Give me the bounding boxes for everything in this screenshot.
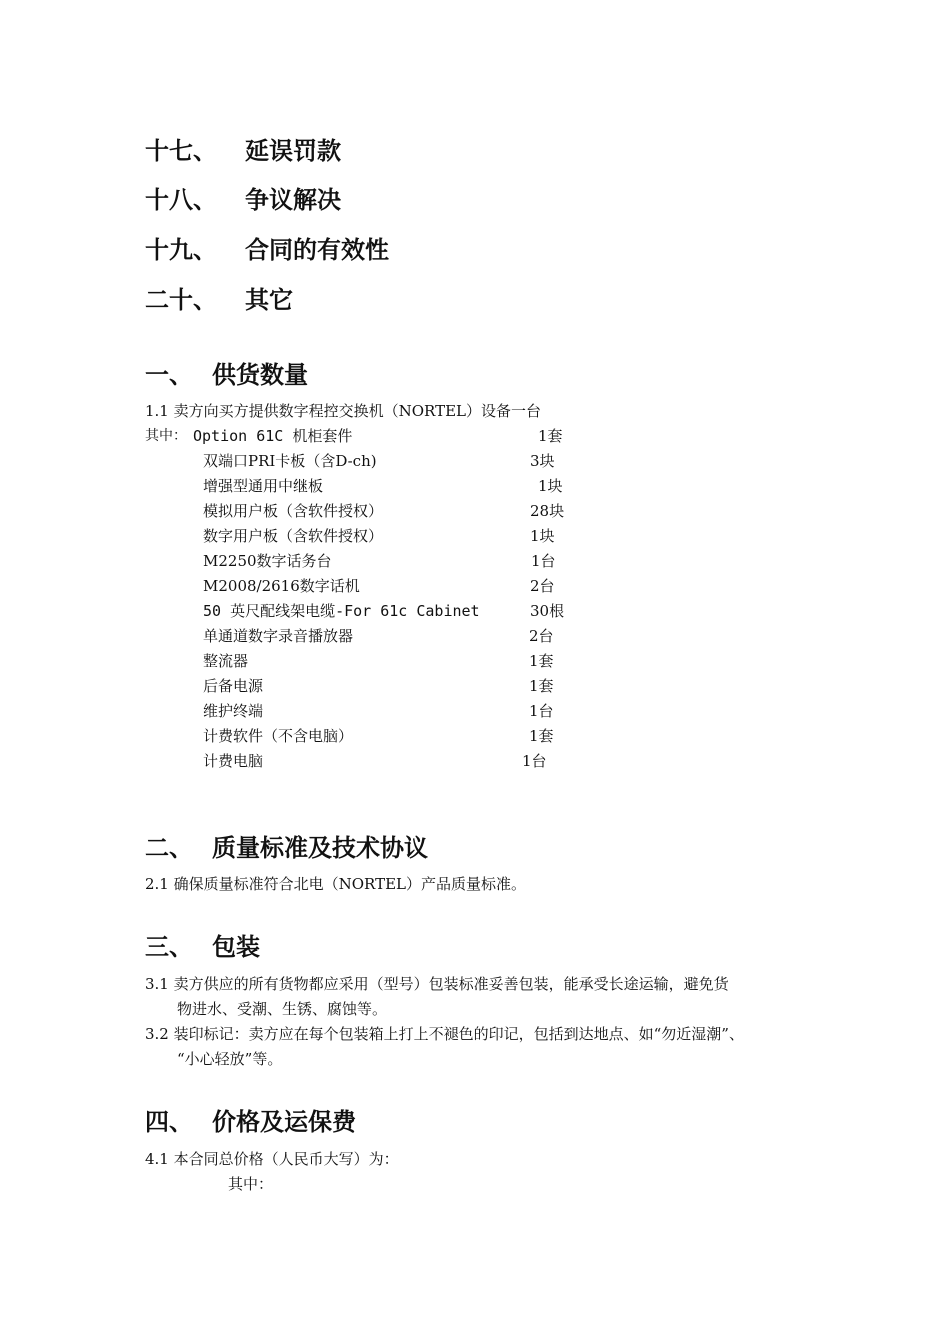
toc-item-17 <box>145 136 341 166</box>
toc-title: 其它 <box>245 285 293 314</box>
item-name: 数字用户板（含软件授权） <box>203 527 384 545</box>
toc-number: 十八、 <box>145 185 217 214</box>
item-name: Option 61C 机柜套件 <box>193 427 353 445</box>
packaging-paragraph-2-line-1: 3.2 装印标记：卖方应在每个包装箱上打上不褪色的印记，包括到达地点、如“勿近湿潮”、 <box>145 1025 744 1043</box>
toc-title: 合同的有效性 <box>245 235 389 264</box>
item-name: 单通道数字录音播放器 <box>203 627 354 645</box>
item-name: 后备电源 <box>203 677 264 695</box>
packaging-paragraph-2-line-2: “小心轻放”等。 <box>177 1050 283 1068</box>
toc-number: 十九、 <box>145 235 217 264</box>
item-qty: 1台 <box>529 702 554 720</box>
item-qty: 1台 <box>531 552 556 570</box>
toc-item-19 <box>145 235 389 265</box>
section-title: 供货数量 <box>212 360 308 389</box>
item-qty: 3块 <box>530 452 555 470</box>
item-qty: 1套 <box>529 727 554 745</box>
item-qty: 1台 <box>522 752 547 770</box>
packaging-paragraph-1-line-2: 物进水、受潮、生锈、腐蚀等。 <box>177 1000 388 1018</box>
item-qty: 1套 <box>538 427 563 445</box>
item-name: 模拟用户板（含软件授权） <box>203 502 384 520</box>
section-heading-supply <box>145 360 308 390</box>
toc-number: 十七、 <box>145 136 217 165</box>
item-qty: 30根 <box>530 602 565 620</box>
item-name: 整流器 <box>203 652 249 670</box>
item-name: 计费电脑 <box>203 752 264 770</box>
item-qty: 1套 <box>529 652 554 670</box>
section-title: 包装 <box>212 932 260 961</box>
price-breakdown-label: 其中： <box>228 1175 274 1193</box>
section-number: 四、 <box>145 1107 193 1136</box>
toc-item-18 <box>145 185 341 215</box>
price-total-line: 4.1 本合同总价格（人民币大写）为： <box>145 1150 399 1168</box>
item-name: 增强型通用中继板 <box>203 477 324 495</box>
item-name: 50 英尺配线架电缆-For 61c Cabinet <box>203 602 480 620</box>
item-qty: 2台 <box>529 627 554 645</box>
section-number: 二、 <box>145 833 193 862</box>
toc-number: 二十、 <box>145 285 217 314</box>
item-qty: 2台 <box>530 577 555 595</box>
toc-item-20 <box>145 285 293 315</box>
item-name: M2250数字话务台 <box>203 552 332 570</box>
item-name: 计费软件（不含电脑） <box>203 727 354 745</box>
toc-title: 争议解决 <box>245 185 341 214</box>
item-qty: 1块 <box>538 477 563 495</box>
toc-title: 延误罚款 <box>245 136 341 165</box>
section-heading-quality <box>145 833 428 863</box>
section-heading-packaging <box>145 932 260 962</box>
quality-text: 2.1 确保质量标准符合北电（NORTEL）产品质量标准。 <box>145 875 526 893</box>
item-qty: 28块 <box>530 502 565 520</box>
item-qty: 1块 <box>530 527 555 545</box>
item-qty: 1套 <box>529 677 554 695</box>
section-number: 三、 <box>145 932 193 961</box>
packaging-paragraph-1-line-1: 3.1 卖方供应的所有货物都应采用（型号）包装标准妥善包装，能承受长途运输，避免货 <box>145 975 729 993</box>
section-title: 价格及运保费 <box>212 1107 356 1136</box>
item-name: 维护终端 <box>203 702 264 720</box>
supply-prefix: 其中： <box>145 428 187 444</box>
item-name: M2008/2616数字话机 <box>203 577 360 595</box>
supply-intro: 1.1 卖方向买方提供数字程控交换机（NORTEL）设备一台 <box>145 402 541 420</box>
section-heading-price <box>145 1107 356 1137</box>
section-title: 质量标准及技术协议 <box>212 833 428 862</box>
item-name: 双端口PRI卡板（含D-ch) <box>203 452 377 470</box>
section-number: 一、 <box>145 360 193 389</box>
